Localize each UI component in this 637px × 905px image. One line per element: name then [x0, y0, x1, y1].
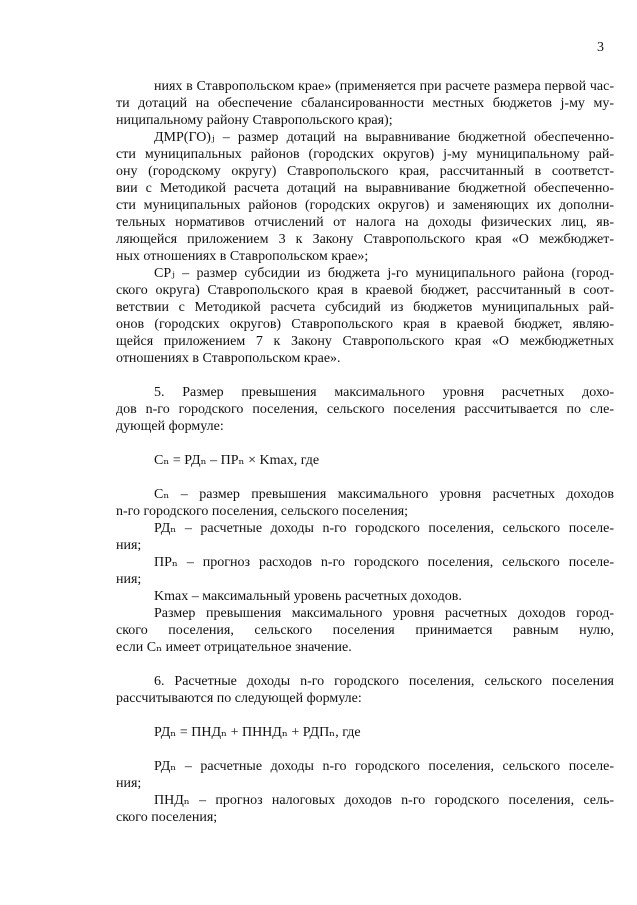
text-line: РДₙ – расчетные доходы n-го городского поселения, сельского поселе-	[154, 759, 614, 774]
text-line: щейся приложением 7 к Закону Ставропольского края «О межбюджетных	[116, 334, 614, 349]
text-line: ПРₙ – прогноз расходов n-го городского поселения, сельского поселе-	[154, 555, 614, 570]
paragraph	[116, 129, 614, 265]
formula: Сₙ = РДₙ – ПРₙ × Kmax, где	[154, 453, 320, 468]
text-line: дов n-го городского поселения, сельского поселения рассчитывается по сле-	[116, 402, 614, 417]
text-line: Размер превышения максимального уровня расчетных доходов город-	[154, 606, 614, 621]
spacer	[116, 656, 614, 673]
spacer	[116, 707, 614, 724]
text-line: 6. Расчетные доходы n-го городского поселения, сельского поселения	[154, 674, 614, 689]
text-line: ДМР(ГО)ⱼ – размер дотаций на выравнивание бюджетной обеспеченно-	[154, 130, 614, 145]
text-line: сти муниципальных районов (городских округов) j-му муниципальному рай-	[116, 147, 614, 162]
text-line: ону (городскому округу) Ставропольского края, рассчитанный в соответст-	[116, 164, 614, 179]
text-line: сти муниципальных районов (городских округов) и заменяющих их дополни-	[116, 198, 614, 213]
text-line: рассчитываются по следующей формуле:	[116, 691, 362, 706]
paragraph	[116, 588, 614, 605]
text-line: ПНДₙ – прогноз налоговых доходов n-го городского поселения, сель-	[154, 793, 614, 808]
text-line: РДₙ – расчетные доходы n-го городского поселения, сельского поселе-	[154, 521, 614, 536]
text-line: ниципальному району Ставропольского края);	[116, 113, 393, 128]
formula: РДₙ = ПНДₙ + ПННДₙ + РДПₙ, где	[154, 725, 361, 740]
page-number: 3	[597, 40, 604, 55]
paragraph	[116, 384, 614, 435]
text-line: ния;	[116, 776, 142, 791]
text-line: 5. Размер превышения максимального уровня расчетных дохо-	[154, 385, 614, 400]
text-line: ных отношениях в Ставропольском крае»;	[116, 249, 369, 264]
text-line: ского округа) Ставропольского края в краевой бюджет, рассчитанный в соот-	[116, 283, 614, 298]
text-line: вии с Методикой расчета дотаций на выравнивание бюджетной обеспеченно-	[116, 181, 614, 196]
text-line: отношениях в Ставропольском крае».	[116, 351, 341, 366]
text-line: Kmax – максимальный уровень расчетных доходов.	[154, 589, 462, 604]
text-line: Сₙ – размер превышения максимального уровня расчетных доходов	[154, 487, 614, 502]
text-line: ния;	[116, 538, 142, 553]
text-line: n-го городского поселения, сельского поселения;	[116, 504, 409, 519]
text-line: ветствии с Методикой расчета субсидий из бюджетов муниципальных рай-	[116, 300, 614, 315]
paragraph	[116, 758, 614, 792]
text-line: тельных нормативов отчислений от налога на доходы физических лиц, яв-	[116, 215, 614, 230]
paragraph	[116, 78, 614, 129]
spacer	[116, 469, 614, 486]
text-line: онов (городских округов) Ставропольского края в краевой бюджет, являю-	[116, 317, 614, 332]
spacer	[116, 741, 614, 758]
text-line: если Сₙ имеет отрицательное значение.	[116, 640, 352, 655]
spacer	[116, 435, 614, 452]
paragraph	[116, 605, 614, 656]
document-body	[116, 78, 614, 826]
paragraph	[116, 673, 614, 707]
paragraph	[116, 554, 614, 588]
paragraph	[116, 520, 614, 554]
paragraph	[116, 265, 614, 367]
spacer	[116, 367, 614, 384]
text-line: ниях в Ставропольском крае» (применяется при расчете размера первой час-	[154, 79, 614, 94]
paragraph	[116, 792, 614, 826]
text-line: дующей формуле:	[116, 419, 224, 434]
text-line: ния;	[116, 572, 142, 587]
text-line: ского поселения, сельского поселения принимается равным нулю,	[116, 623, 614, 638]
paragraph	[116, 486, 614, 520]
text-line: ляющейся приложением 3 к Закону Ставропольского края «О межбюджет-	[116, 232, 614, 247]
text-line: СРⱼ – размер субсидии из бюджета j-го муниципального района (город-	[154, 266, 614, 281]
text-line: ти дотаций на обеспечение сбалансированности местных бюджетов j-му му-	[116, 96, 614, 111]
text-line: ского поселения;	[116, 810, 218, 825]
